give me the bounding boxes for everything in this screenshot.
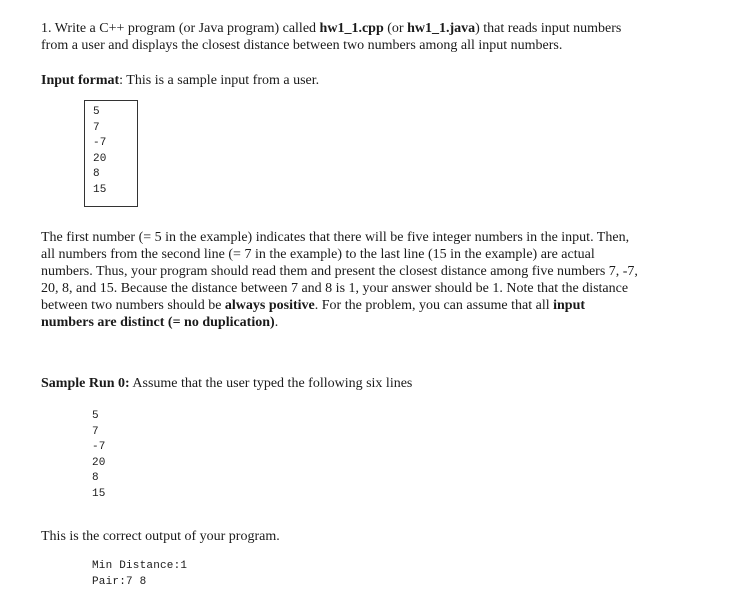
output-intro: This is the correct output of your program. xyxy=(41,529,280,544)
run-value: 20 xyxy=(92,456,106,469)
output-line-min-distance: Min Distance:1 xyxy=(92,560,188,572)
sample-run-text: Assume that the user typed the following six lines xyxy=(129,376,413,391)
explanation-line: between two numbers should be xyxy=(41,298,225,313)
run-value: 5 xyxy=(92,410,99,422)
explanation-line: . xyxy=(274,315,279,330)
run-value: 15 xyxy=(92,487,106,500)
input-value: 8 xyxy=(93,168,100,181)
input-value: 7 xyxy=(93,121,100,134)
question-intro-suffix: ) that reads input numbers xyxy=(475,21,622,36)
explanation-line: numbers. Thus, your program should read them and present the closest distance among five numbers 7, -7, xyxy=(41,264,638,279)
input-value: 20 xyxy=(93,152,107,165)
sample-run-heading xyxy=(41,375,412,392)
program-output xyxy=(92,559,187,590)
question-intro-prefix: 1. Write a C++ program (or Java program) called xyxy=(41,21,320,36)
cpp-filename: hw1_1.cpp xyxy=(319,21,384,36)
explanation-line: all numbers from the second line (= 7 in the example) to the last line (15 in the example) are actual xyxy=(41,247,595,262)
input-value: 15 xyxy=(93,183,107,196)
run-value: 7 xyxy=(92,425,99,438)
java-filename: hw1_1.java xyxy=(407,21,476,36)
question-intro-line2: from a user and displays the closest distance between two numbers among all input numbers. xyxy=(41,38,563,53)
input-format-heading xyxy=(41,72,319,89)
run-value: 8 xyxy=(92,472,99,485)
distinct-emphasis: numbers are distinct (= no duplication) xyxy=(41,315,275,330)
input-format-text: : This is a sample input from a user. xyxy=(119,73,320,88)
question-text xyxy=(41,20,621,54)
always-positive-emphasis: always positive xyxy=(224,298,315,313)
input-value: 5 xyxy=(93,106,100,118)
input-emphasis: input xyxy=(553,298,586,313)
sample-input-box xyxy=(84,100,138,207)
input-format-label: Input format xyxy=(41,73,120,88)
explanation-line: The first number (= 5 in the example) indicates that there will be five integer numbers in the input. Then, xyxy=(41,230,630,245)
explanation-line: 20, 8, and 15. Because the distance between 7 and 8 is 1, your answer should be 1. Note that the distance xyxy=(41,281,629,296)
sample-run-label: Sample Run 0: xyxy=(41,376,130,391)
sample-run-input xyxy=(92,409,106,503)
question-intro-mid: (or xyxy=(383,21,408,36)
explanation-paragraph xyxy=(41,229,638,331)
run-value: -7 xyxy=(92,441,106,454)
explanation-line: . For the problem, you can assume that all xyxy=(314,298,554,313)
input-value: -7 xyxy=(93,137,107,150)
output-line-pair: Pair:7 8 xyxy=(92,575,147,588)
